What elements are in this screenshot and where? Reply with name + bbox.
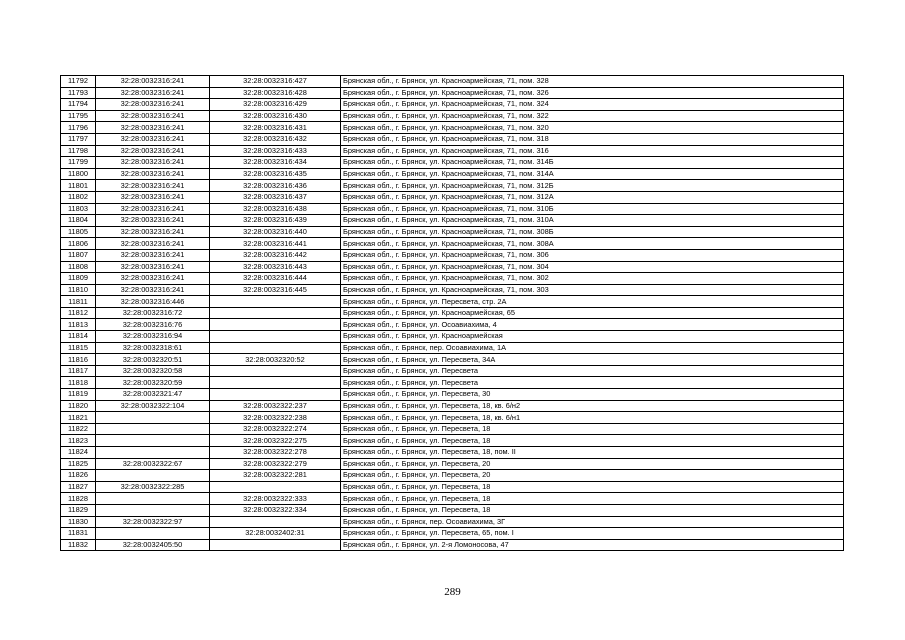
cadastral-number-object-cell: 32:28:0032316:429 [210, 99, 341, 111]
cadastral-number-parcel-cell: 32:28:0032316:241 [96, 249, 210, 261]
table-row [61, 110, 844, 122]
address-cell: Брянская обл., г. Брянск, ул. Красноармейская, 71, пом. 328 [341, 76, 844, 88]
cadastral-number-object-cell: 32:28:0032316:432 [210, 133, 341, 145]
address-cell: Брянская обл., г. Брянск, ул. Красноармейская, 71, пом. 308А [341, 238, 844, 250]
address-cell: Брянская обл., г. Брянск, ул. Пересвета, 18, пом. II [341, 447, 844, 459]
table-row [61, 273, 844, 285]
cadastral-number-object-cell [210, 389, 341, 401]
address-cell: Брянская обл., г. Брянск, ул. Красноармейская [341, 331, 844, 343]
table-row [61, 516, 844, 528]
address-cell: Брянская обл., г. Брянск, ул. Пересвета, 18 [341, 493, 844, 505]
address-cell: Брянская обл., г. Брянск, ул. Пересвета, 20 [341, 470, 844, 482]
row-number-cell: 11826 [61, 470, 96, 482]
cadastral-number-parcel-cell: 32:28:0032316:241 [96, 133, 210, 145]
cadastral-number-parcel-cell: 32:28:0032322:104 [96, 400, 210, 412]
table-row [61, 528, 844, 540]
table-row [61, 180, 844, 192]
table-row [61, 145, 844, 157]
table-row [61, 168, 844, 180]
cadastral-number-parcel-cell [96, 447, 210, 459]
table-row [61, 470, 844, 482]
address-cell: Брянская обл., г. Брянск, ул. Красноармейская, 71, пом. 312А [341, 191, 844, 203]
cadastral-number-object-cell: 32:28:0032402:31 [210, 528, 341, 540]
cadastral-number-parcel-cell: 32:28:0032405:50 [96, 539, 210, 551]
cadastral-number-parcel-cell: 32:28:0032316:241 [96, 157, 210, 169]
table-row [61, 458, 844, 470]
address-cell: Брянская обл., г. Брянск, ул. Пересвета, 18, кв. 6/н2 [341, 400, 844, 412]
address-cell: Брянская обл., г. Брянск, ул. Красноармейская, 71, пом. 310А [341, 215, 844, 227]
address-cell: Брянская обл., г. Брянск, ул. Красноармейская, 71, пом. 302 [341, 273, 844, 285]
cadastral-number-parcel-cell: 32:28:0032316:241 [96, 284, 210, 296]
cadastral-number-parcel-cell: 32:28:0032316:241 [96, 110, 210, 122]
cadastral-number-parcel-cell [96, 470, 210, 482]
cadastral-number-object-cell [210, 307, 341, 319]
cadastral-number-parcel-cell [96, 528, 210, 540]
cadastral-number-object-cell: 32:28:0032322:279 [210, 458, 341, 470]
row-number-cell: 11822 [61, 423, 96, 435]
table-row [61, 296, 844, 308]
page-number: 289 [444, 586, 461, 598]
cadastral-number-object-cell: 32:28:0032316:433 [210, 145, 341, 157]
cadastral-number-object-cell [210, 377, 341, 389]
row-number-cell: 11795 [61, 110, 96, 122]
cadastral-number-parcel-cell: 32:28:0032316:76 [96, 319, 210, 331]
cadastral-number-parcel-cell [96, 423, 210, 435]
cadastral-number-parcel-cell [96, 493, 210, 505]
row-number-cell: 11816 [61, 354, 96, 366]
cadastral-number-parcel-cell: 32:28:0032321:47 [96, 389, 210, 401]
address-cell: Брянская обл., г. Брянск, ул. Пересвета, 18 [341, 481, 844, 493]
row-number-cell: 11800 [61, 168, 96, 180]
table-row [61, 412, 844, 424]
row-number-cell: 11813 [61, 319, 96, 331]
address-cell: Брянская обл., г. Брянск, ул. Пересвета, 18 [341, 423, 844, 435]
row-number-cell: 11792 [61, 76, 96, 88]
cadastral-number-parcel-cell [96, 504, 210, 516]
cadastral-number-parcel-cell: 32:28:0032320:58 [96, 365, 210, 377]
row-number-cell: 11807 [61, 249, 96, 261]
cadastral-number-object-cell: 32:28:0032320:52 [210, 354, 341, 366]
table-row [61, 447, 844, 459]
address-cell: Брянская обл., г. Брянск, ул. Красноармейская, 71, пом. 314Б [341, 157, 844, 169]
cadastral-number-object-cell [210, 539, 341, 551]
row-number-cell: 11812 [61, 307, 96, 319]
cadastral-number-object-cell [210, 342, 341, 354]
table-row [61, 87, 844, 99]
cadastral-number-parcel-cell: 32:28:0032322:97 [96, 516, 210, 528]
cadastral-number-parcel-cell: 32:28:0032318:61 [96, 342, 210, 354]
cadastral-number-parcel-cell: 32:28:0032320:59 [96, 377, 210, 389]
row-number-cell: 11830 [61, 516, 96, 528]
cadastral-number-object-cell: 32:28:0032322:278 [210, 447, 341, 459]
cadastral-number-object-cell [210, 365, 341, 377]
address-cell: Брянская обл., г. Брянск, ул. Красноармейская, 71, пом. 314А [341, 168, 844, 180]
cadastral-number-object-cell [210, 481, 341, 493]
cadastral-number-object-cell: 32:28:0032316:445 [210, 284, 341, 296]
row-number-cell: 11793 [61, 87, 96, 99]
row-number-cell: 11821 [61, 412, 96, 424]
row-number-cell: 11797 [61, 133, 96, 145]
address-cell: Брянская обл., г. Брянск, ул. Пересвета, 18, кв. 6/н1 [341, 412, 844, 424]
table-row [61, 203, 844, 215]
row-number-cell: 11820 [61, 400, 96, 412]
table-row [61, 504, 844, 516]
table-row [61, 157, 844, 169]
address-cell: Брянская обл., г. Брянск, ул. Осоавиахима, 4 [341, 319, 844, 331]
row-number-cell: 11798 [61, 145, 96, 157]
cadastral-number-parcel-cell: 32:28:0032316:241 [96, 191, 210, 203]
cadastral-number-parcel-cell: 32:28:0032316:241 [96, 180, 210, 192]
cadastral-number-object-cell [210, 319, 341, 331]
cadastral-number-parcel-cell: 32:28:0032316:241 [96, 145, 210, 157]
address-cell: Брянская обл., г. Брянск, ул. Пересвета, 65, пом. I [341, 528, 844, 540]
row-number-cell: 11825 [61, 458, 96, 470]
row-number-cell: 11815 [61, 342, 96, 354]
row-number-cell: 11817 [61, 365, 96, 377]
address-cell: Брянская обл., г. Брянск, ул. Красноармейская, 71, пом. 322 [341, 110, 844, 122]
address-cell: Брянская обл., г. Брянск, ул. Красноармейская, 71, пом. 318 [341, 133, 844, 145]
cadastral-number-parcel-cell [96, 435, 210, 447]
row-number-cell: 11811 [61, 296, 96, 308]
cadastral-number-parcel-cell: 32:28:0032316:241 [96, 261, 210, 273]
cadastral-number-parcel-cell: 32:28:0032316:94 [96, 331, 210, 343]
cadastral-number-object-cell: 32:28:0032316:442 [210, 249, 341, 261]
table-row [61, 76, 844, 88]
row-number-cell: 11806 [61, 238, 96, 250]
address-cell: Брянская обл., г. Брянск, ул. Пересвета, стр. 2А [341, 296, 844, 308]
table-row [61, 365, 844, 377]
table-row [61, 284, 844, 296]
cadastral-number-object-cell: 32:28:0032322:333 [210, 493, 341, 505]
cadastral-number-parcel-cell: 32:28:0032316:241 [96, 226, 210, 238]
cadastral-number-parcel-cell: 32:28:0032316:241 [96, 215, 210, 227]
row-number-cell: 11824 [61, 447, 96, 459]
address-cell: Брянская обл., г. Брянск, ул. Красноармейская, 71, пом. 308Б [341, 226, 844, 238]
cadastral-number-parcel-cell: 32:28:0032320:51 [96, 354, 210, 366]
cadastral-number-parcel-cell: 32:28:0032316:241 [96, 238, 210, 250]
cadastral-number-parcel-cell: 32:28:0032316:241 [96, 76, 210, 88]
cadastral-number-object-cell: 32:28:0032316:435 [210, 168, 341, 180]
cadastral-number-object-cell: 32:28:0032316:428 [210, 87, 341, 99]
address-cell: Брянская обл., г. Брянск, ул. 2-я Ломоносова, 47 [341, 539, 844, 551]
row-number-cell: 11814 [61, 331, 96, 343]
cadastral-number-object-cell: 32:28:0032322:274 [210, 423, 341, 435]
row-number-cell: 11829 [61, 504, 96, 516]
cadastral-number-object-cell: 32:28:0032316:444 [210, 273, 341, 285]
row-number-cell: 11819 [61, 389, 96, 401]
cadastral-number-parcel-cell: 32:28:0032316:446 [96, 296, 210, 308]
row-number-cell: 11808 [61, 261, 96, 273]
address-cell: Брянская обл., г. Брянск, ул. Красноармейская, 71, пом. 324 [341, 99, 844, 111]
address-cell: Брянская обл., г. Брянск, ул. Пересвета, 30 [341, 389, 844, 401]
cadastral-number-object-cell: 32:28:0032316:436 [210, 180, 341, 192]
table-row [61, 389, 844, 401]
cadastral-number-parcel-cell: 32:28:0032316:241 [96, 99, 210, 111]
address-cell: Брянская обл., г. Брянск, ул. Пересвета [341, 365, 844, 377]
cadastral-number-object-cell [210, 296, 341, 308]
cadastral-number-parcel-cell: 32:28:0032316:241 [96, 273, 210, 285]
table-row [61, 319, 844, 331]
row-number-cell: 11804 [61, 215, 96, 227]
address-cell: Брянская обл., г. Брянск, ул. Пересвета, 18 [341, 435, 844, 447]
address-cell: Брянская обл., г. Брянск, ул. Красноармейская, 71, пом. 326 [341, 87, 844, 99]
cadastral-number-object-cell [210, 516, 341, 528]
table-row [61, 133, 844, 145]
cadastral-number-object-cell: 32:28:0032316:443 [210, 261, 341, 273]
table-row [61, 354, 844, 366]
cadastral-number-object-cell: 32:28:0032316:438 [210, 203, 341, 215]
cadastral-number-parcel-cell: 32:28:0032316:241 [96, 168, 210, 180]
address-cell: Брянская обл., г. Брянск, ул. Пересвета, 20 [341, 458, 844, 470]
table-row [61, 99, 844, 111]
table-body [61, 76, 844, 551]
cadastral-number-object-cell: 32:28:0032316:441 [210, 238, 341, 250]
address-cell: Брянская обл., г. Брянск, ул. Красноармейская, 71, пом. 312Б [341, 180, 844, 192]
table-row [61, 331, 844, 343]
table-row [61, 307, 844, 319]
row-number-cell: 11823 [61, 435, 96, 447]
row-number-cell: 11803 [61, 203, 96, 215]
table-row [61, 493, 844, 505]
table-row [61, 539, 844, 551]
address-cell: Брянская обл., г. Брянск, ул. Красноармейская, 65 [341, 307, 844, 319]
row-number-cell: 11805 [61, 226, 96, 238]
cadastral-number-object-cell: 32:28:0032322:237 [210, 400, 341, 412]
address-cell: Брянская обл., г. Брянск, пер. Осоавиахима, 1А [341, 342, 844, 354]
row-number-cell: 11809 [61, 273, 96, 285]
cadastral-number-parcel-cell: 32:28:0032322:67 [96, 458, 210, 470]
cadastral-number-object-cell: 32:28:0032322:334 [210, 504, 341, 516]
address-cell: Брянская обл., г. Брянск, ул. Пересвета, 34А [341, 354, 844, 366]
cadastre-table [60, 75, 844, 551]
table-row [61, 423, 844, 435]
table-row [61, 342, 844, 354]
cadastral-number-object-cell: 32:28:0032316:434 [210, 157, 341, 169]
table-row [61, 261, 844, 273]
cadastral-number-parcel-cell: 32:28:0032322:285 [96, 481, 210, 493]
table-row [61, 226, 844, 238]
cadastral-number-object-cell: 32:28:0032322:275 [210, 435, 341, 447]
cadastral-number-object-cell: 32:28:0032316:431 [210, 122, 341, 134]
row-number-cell: 11802 [61, 191, 96, 203]
row-number-cell: 11796 [61, 122, 96, 134]
address-cell: Брянская обл., г. Брянск, пер. Осоавиахима, 3Г [341, 516, 844, 528]
cadastral-number-parcel-cell: 32:28:0032316:241 [96, 203, 210, 215]
address-cell: Брянская обл., г. Брянск, ул. Красноармейская, 71, пом. 310Б [341, 203, 844, 215]
table-row [61, 122, 844, 134]
address-cell: Брянская обл., г. Брянск, ул. Пересвета, 18 [341, 504, 844, 516]
row-number-cell: 11831 [61, 528, 96, 540]
cadastral-number-object-cell [210, 331, 341, 343]
cadastral-number-object-cell: 32:28:0032316:437 [210, 191, 341, 203]
row-number-cell: 11794 [61, 99, 96, 111]
table-row [61, 400, 844, 412]
table-row [61, 377, 844, 389]
cadastral-number-parcel-cell: 32:28:0032316:241 [96, 87, 210, 99]
table-row [61, 215, 844, 227]
cadastral-number-object-cell: 32:28:0032322:281 [210, 470, 341, 482]
address-cell: Брянская обл., г. Брянск, ул. Красноармейская, 71, пом. 304 [341, 261, 844, 273]
row-number-cell: 11832 [61, 539, 96, 551]
row-number-cell: 11801 [61, 180, 96, 192]
address-cell: Брянская обл., г. Брянск, ул. Красноармейская, 71, пом. 316 [341, 145, 844, 157]
address-cell: Брянская обл., г. Брянск, ул. Красноармейская, 71, пом. 320 [341, 122, 844, 134]
row-number-cell: 11827 [61, 481, 96, 493]
cadastral-number-object-cell: 32:28:0032322:238 [210, 412, 341, 424]
cadastral-number-object-cell: 32:28:0032316:427 [210, 76, 341, 88]
row-number-cell: 11828 [61, 493, 96, 505]
address-cell: Брянская обл., г. Брянск, ул. Красноармейская, 71, пом. 303 [341, 284, 844, 296]
cadastral-number-parcel-cell [96, 412, 210, 424]
row-number-cell: 11818 [61, 377, 96, 389]
cadastral-number-parcel-cell: 32:28:0032316:72 [96, 307, 210, 319]
table-row [61, 249, 844, 261]
address-cell: Брянская обл., г. Брянск, ул. Пересвета [341, 377, 844, 389]
cadastral-number-object-cell: 32:28:0032316:440 [210, 226, 341, 238]
table-row [61, 481, 844, 493]
table-row [61, 435, 844, 447]
table-row [61, 238, 844, 250]
cadastral-number-object-cell: 32:28:0032316:439 [210, 215, 341, 227]
cadastral-number-object-cell: 32:28:0032316:430 [210, 110, 341, 122]
cadastral-number-parcel-cell: 32:28:0032316:241 [96, 122, 210, 134]
row-number-cell: 11799 [61, 157, 96, 169]
address-cell: Брянская обл., г. Брянск, ул. Красноармейская, 71, пом. 306 [341, 249, 844, 261]
row-number-cell: 11810 [61, 284, 96, 296]
table-row [61, 191, 844, 203]
